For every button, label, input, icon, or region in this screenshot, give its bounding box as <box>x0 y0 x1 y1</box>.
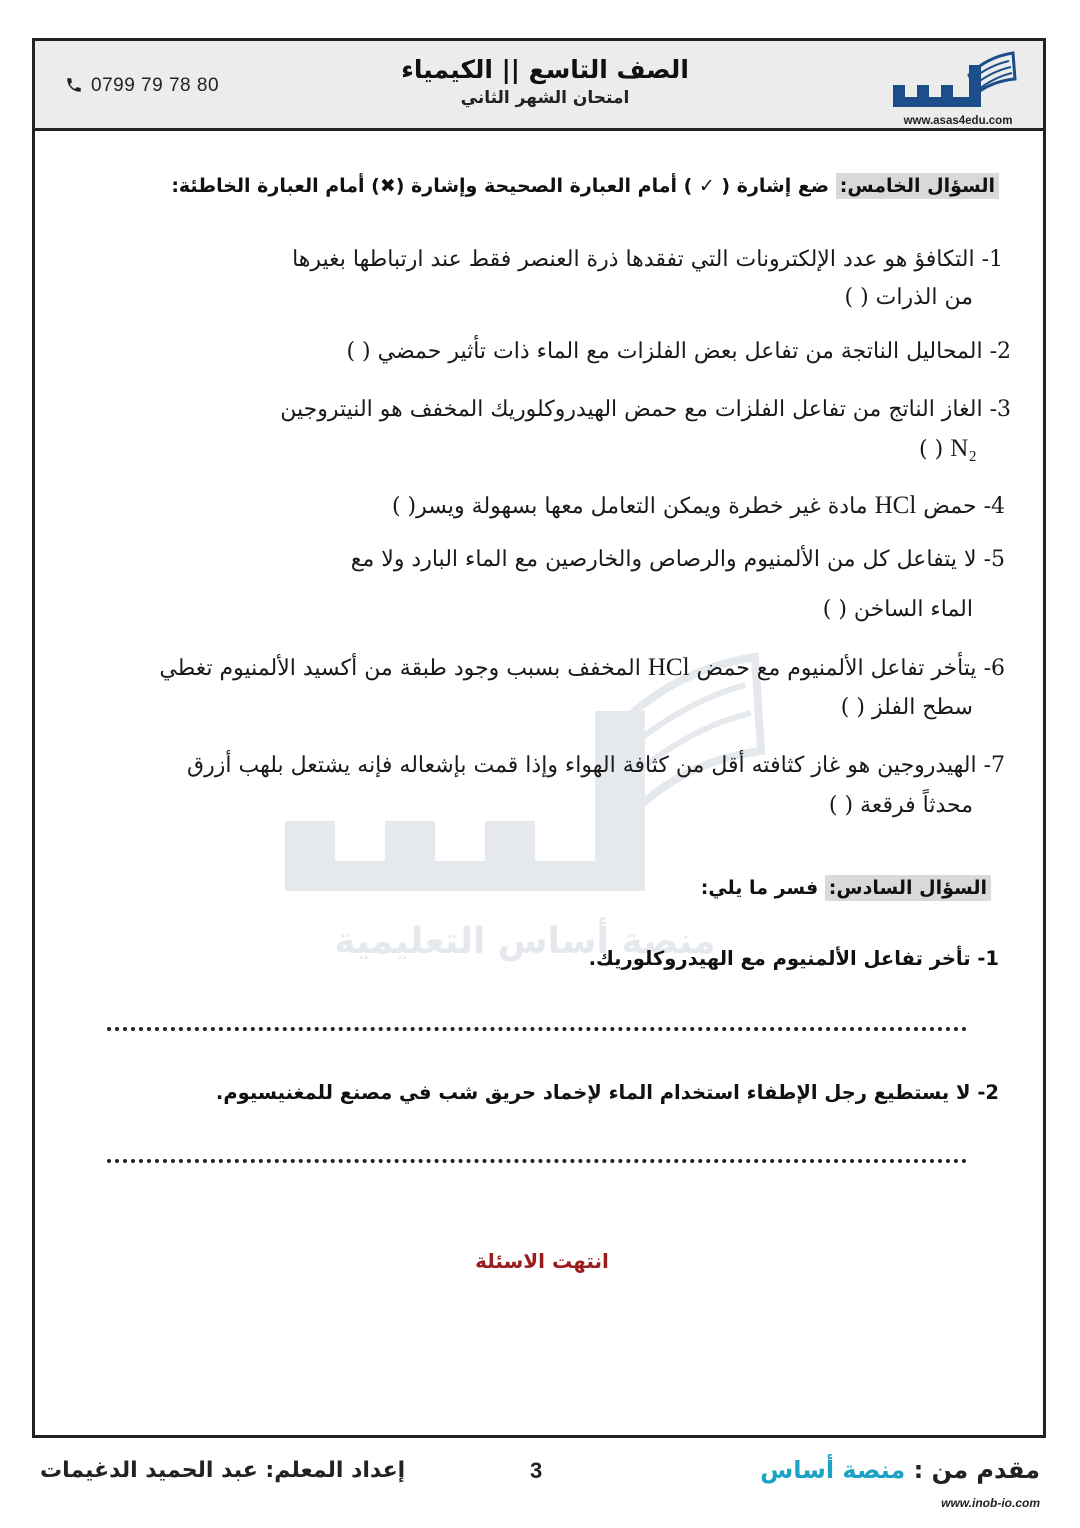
logo-url: www.asas4edu.com <box>903 115 1013 127</box>
question6-instruction: فسر ما يلي: <box>700 877 819 899</box>
end-of-questions: انتهت الاسئلة <box>475 1249 609 1273</box>
item-number: 1- <box>981 247 1003 272</box>
presented-by <box>760 1456 1040 1484</box>
chemical-formula: HCl <box>874 492 917 519</box>
q5-item-5-line2: الماء الساخن ( ) <box>822 597 973 622</box>
item-text: تأخر تفاعل الألمنيوم مع الهيدروكلوريك. <box>588 947 971 970</box>
q6-item-2 <box>216 1081 999 1104</box>
page-footer <box>0 1448 1080 1508</box>
q5-item-2 <box>346 327 1011 377</box>
item-text: الغاز الناتج من تفاعل الفلزات مع حمض الهيدروكلوريك المخفف هو النيتروجين <box>280 397 983 422</box>
item-text-post: المخفف بسبب وجود طبقة من أكسيد الألمنيوم تغطي <box>159 656 641 681</box>
chemical-formula: N₂ <box>950 435 977 462</box>
answer-line-2 <box>107 1159 967 1163</box>
q5-item-7 <box>187 741 1005 791</box>
item-text: التكافؤ هو عدد الإلكترونات التي تفقدها ذرة العنصر فقط عند ارتباطها بغيرها <box>292 247 975 272</box>
question5-header <box>171 175 999 197</box>
question5-label: السؤال الخامس: <box>836 173 999 199</box>
chemical-formula: HCl <box>647 654 690 681</box>
q5-item-5 <box>351 535 1005 585</box>
page-number: 3 <box>530 1458 543 1483</box>
item-text: لا يستطيع رجل الإطفاء استخدام الماء لإخماد حريق شب في مصنع للمغنيسيوم. <box>215 1081 971 1104</box>
page-subtitle: امتحان الشهر الثاني <box>460 88 630 108</box>
phone-text: 0799 79 78 80 <box>91 75 220 96</box>
brand-name: منصة أساس <box>760 1456 906 1484</box>
item-text-pre: يتأخر تفاعل الألمنيوم مع حمض <box>696 656 977 681</box>
q5-item-6-line2: سطح الفلز ( ) <box>840 695 973 720</box>
answer-paren: ( ) <box>919 437 944 462</box>
q6-item-1 <box>589 947 999 970</box>
item-text-post: مادة غير خطرة ويمكن التعامل معها بسهولة ويسر( ) <box>391 494 868 519</box>
q5-item-6 <box>159 643 1005 694</box>
q5-item-3 <box>280 385 1011 435</box>
presented-by-label: مقدم من : <box>913 1456 1040 1484</box>
item-number: 2- <box>989 339 1011 364</box>
site-url: www.inob-io.com <box>941 1496 1040 1510</box>
item-number: 5- <box>983 547 1005 572</box>
item-text: لا يتفاعل كل من الألمنيوم والرصاص والخارصين مع الماء البارد ولا مع <box>350 547 977 572</box>
item-text: المحاليل الناتجة من تفاعل بعض الفلزات مع الماء ذات تأثير حمضي ( ) <box>346 339 983 364</box>
answer-line-1 <box>107 1027 967 1031</box>
item-number: 1- <box>977 947 999 970</box>
q5-item-3-line2 <box>919 435 977 463</box>
item-number: 4- <box>983 494 1005 519</box>
page-header <box>35 41 1043 131</box>
question5-instruction: ضع إشارة ( ✓ ) أمام العبارة الصحيحة وإشارة (✖) أمام العبارة الخاطئة: <box>171 175 830 197</box>
item-text: الهيدروجين هو غاز كثافته أقل من كثافة الهواء وإذا قمت بإشعاله فإنه يشتعل بلهب أزرق <box>187 753 977 778</box>
book-logo-icon <box>883 45 1033 111</box>
item-number: 2- <box>977 1081 999 1104</box>
item-text-pre: حمض <box>923 494 977 519</box>
watermark-caption: منصة أساس التعليمية <box>334 921 716 962</box>
q5-item-1-line2: من الذرات ( ) <box>844 285 973 310</box>
item-number: 7- <box>983 753 1005 778</box>
item-number: 6- <box>983 656 1005 681</box>
phone-icon <box>65 76 83 94</box>
asas-logo <box>883 45 1033 127</box>
question6-header <box>701 877 991 899</box>
question6-label: السؤال السادس: <box>825 875 991 901</box>
item-number: 3- <box>989 397 1011 422</box>
q5-item-4 <box>392 481 1005 532</box>
exam-page-frame <box>32 38 1046 1438</box>
title-block <box>335 55 755 108</box>
q5-item-1 <box>292 235 1003 285</box>
prepared-by: إعداد المعلم: عبد الحميد الدغيمات <box>40 1458 406 1483</box>
phone-number <box>65 75 219 97</box>
q5-item-7-line2: محدثاً فرقعة ( ) <box>828 793 973 818</box>
page-title: الصف التاسع || الكيمياء <box>401 55 689 84</box>
